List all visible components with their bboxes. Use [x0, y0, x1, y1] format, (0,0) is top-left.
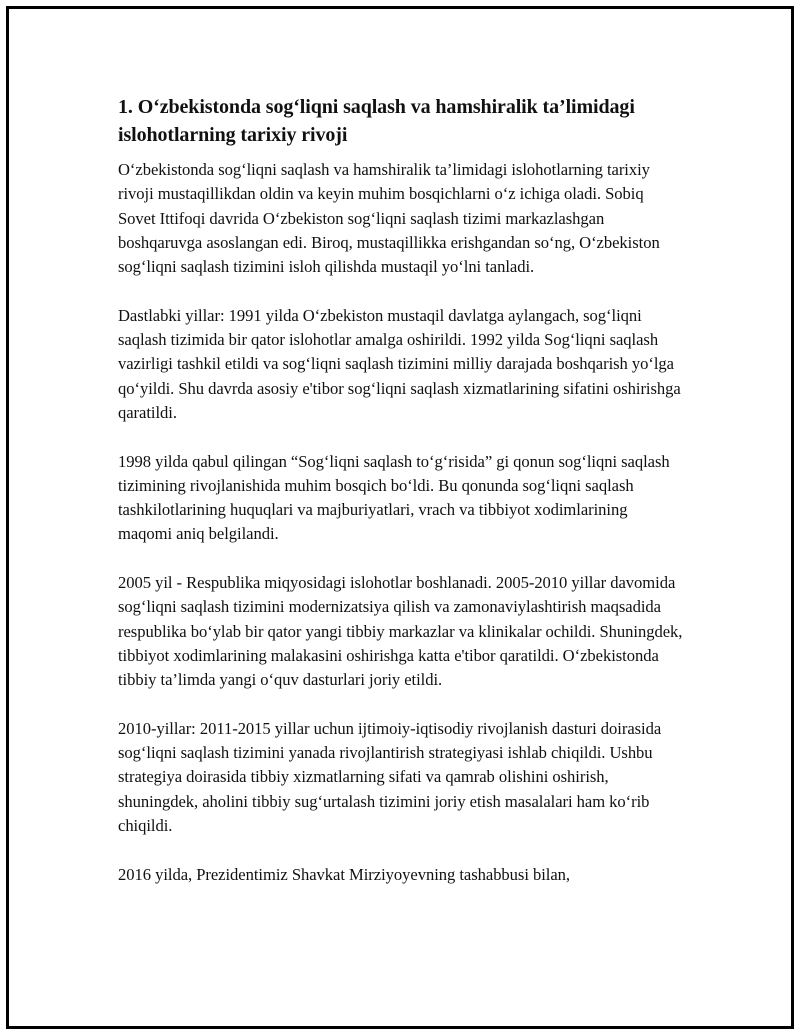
paragraph-early-years: Dastlabki yillar: 1991 yilda O‘zbekiston mustaqil davlatga aylangach, sog‘liqni saqlash tizimida bir qator islohotlar amalga oshirildi. 1992 yilda Sog‘liqni saqlash vazirligi tashkil etildi va sog‘liqni saqlash tizimini milliy darajada boshqarish yo‘lga qo‘yildi. Shu davrda asosiy e'tibor sog‘liqni saqlash xizmatlarining sifatini oshirishga qaratildi.: [118, 305, 681, 422]
section-heading: 1. O‘zbekistonda sog‘liqni saqlash va hamshiralik ta’limidagi islohotlarning tarixiy rivoji: [118, 96, 635, 146]
paragraph-2016: 2016 yilda, Prezidentimiz Shavkat Mirziyoyevning tashabbusi bilan,: [118, 864, 571, 884]
paragraph-intro: O‘zbekistonda sog‘liqni saqlash va hamshiralik ta’limidagi islohotlarning tarixiy rivoji mustaqillikdan oldin va keyin muhim bosqichlarni o‘z ichiga oladi. Sobiq Sovet Ittifoqi davrida O‘zbekiston sog‘liqni saqlash tizimi markazlashgan boshqaruvga asoslangan edi. Biroq, mustaqillikka erishgandan so‘ng, O‘zbekiston sog‘liqni saqlash tizimini isloh qilishda mustaqil yo‘lni tanladi.: [118, 160, 660, 277]
document-body: [118, 93, 684, 911]
paragraph-2010s: 2010-yillar: 2011-2015 yillar uchun ijtimoiy-iqtisodiy rivojlanish dasturi doirasida sog‘liqni saqlash tizimini yanada rivojlantirish strategiyasi ishlab chiqildi. Ushbu strategiya doirasida tibbiy xizmatlarning sifati va qamrab olishini oshirish, shuningdek, aholini tibbiy sug‘urtalash tizimini joriy etish masalalari ham ko‘rib chiqildi.: [118, 718, 662, 836]
paragraph-1998-law: 1998 yilda qabul qilingan “Sog‘liqni saqlash to‘g‘risida” gi qonun sog‘liqni saqlash tizimining rivojlanishida muhim bosqich bo‘ldi. Bu qonunda sog‘liqni saqlash tashkilotlarining huquqlari va majburiyatlari, vrach va tibbiyot xodimlarining maqomi aniq belgilandi.: [118, 451, 670, 544]
paragraph-2005-reforms: 2005 yil - Respublika miqyosidagi islohotlar boshlanadi. 2005-2010 yillar davomida sog‘liqni saqlash tizimini modernizatsiya qilish va zamonaviylashtirish maqsadida respublika bo‘ylab bir qator yangi tibbiy markazlar va klinikalar ochildi. Shuningdek, tibbiyot xodimlarining malakasini oshirishga katta e'tibor qaratildi. O‘zbekistonda tibbiy ta’limda yangi o‘quv dasturlari joriy etildi.: [118, 573, 683, 690]
